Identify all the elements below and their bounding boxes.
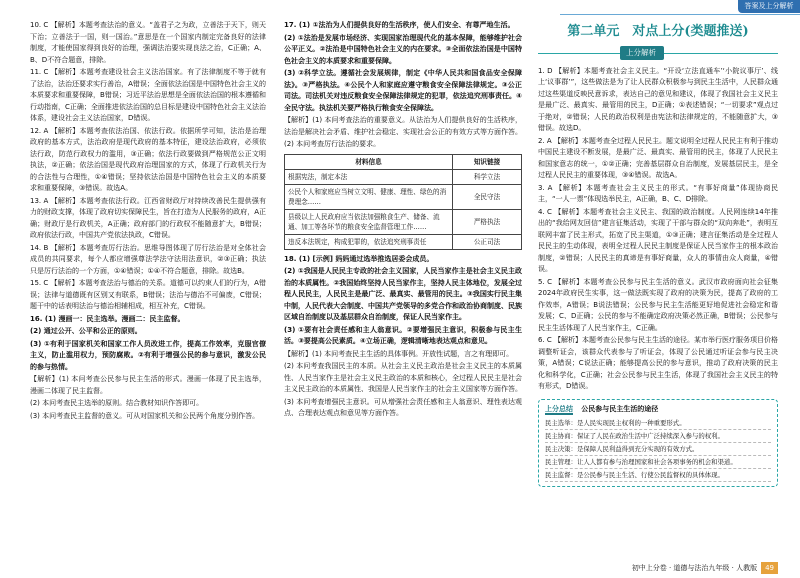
page-number: 49 bbox=[761, 562, 778, 574]
q18-answers bbox=[284, 254, 522, 348]
table-cell: 科学立法 bbox=[453, 169, 522, 184]
q17-answer-line: 17. (1) ①法治为人们提供良好的生活秩序，使人们安全、有尊严地生活。 bbox=[284, 21, 515, 29]
answer-q15: 15. C 【解析】本题考查法治与德治的关系。道德可以约束人们的行为，A错误；法律与道德既有区别又有联系，B错误；法治与德治不可偏废，C错误；题干中的话表明法治与德治相辅相成，相互补充，C错误。 bbox=[30, 279, 266, 310]
analysis-item: 6. C 【解析】本题考查公民参与民主生活的途径。某市举行医疗服务项目价格调整听证会，该群众代表参与了听证会，体现了公民通过听证会参与民主决策，A错误；C说法正确；能够提高公民的参与意识，推动了政府决策的民主化和科学化，C正确；社会公民参与民主生活，体现了我国社会主义民主的特有形式，D错误。 bbox=[538, 336, 779, 390]
summary-line: 民主协商：保证了人民在政治生活中广泛持续深入参与的权利。 bbox=[545, 430, 771, 443]
table-cell: 全民守法 bbox=[453, 184, 522, 209]
q17-answers bbox=[284, 20, 522, 114]
column-right bbox=[538, 20, 778, 487]
q18-analysis-line: 【解析】(1) 本问考查民主生活的具体事例。开放性试题，言之有理即可。 bbox=[284, 349, 514, 358]
q17-answer-line: (2) ①法治是发展市场经济、实现国家治理现代化的基本保障，能够维护社会公平正义。②法治是中国特色社会主义的内在要求。③全面依法治国是中国特色社会主义的本质要求和重要保障。 bbox=[284, 33, 522, 65]
answer-q14: 14. B 【解析】本题考查厉行法治。思维导图体现了厉行法治是对全体社会成员的共同要求，每个人都应增强尊法学法守法用法意识，②③正确；执法只是厉行法治的一个方面，①④错误；①④不符合题意，排除。故选B。 bbox=[30, 243, 266, 275]
summary-box bbox=[538, 399, 778, 487]
analysis-item: 4. C 【解析】本题考查社会主义民主、我国的政治制度。人民网连续14年推出的“我给网友回信”建言征集活动，实现了干部与群众的“双向奔赴”，表明互联网丰富了民主形式，拓宽了民主渠道，①③正确；建言征集活动是全过程人民民主的生动体现，表明全过程人民民主制度是保证人民当家作主的根本政治制度，②错误；人民民主的真谛是有事好商量，众人的事情由众人商量，④错误。 bbox=[538, 207, 778, 273]
answer-q16f: (3) 本问考查民主监督的意义。可从对国家机关和公民两个角度分别作答。 bbox=[30, 411, 260, 420]
column-left bbox=[30, 20, 266, 423]
analysis-list bbox=[538, 66, 778, 393]
top-rule bbox=[560, 14, 800, 15]
section-banner bbox=[538, 46, 778, 60]
q18-answer-line: 18. (1) [示例] 妈妈通过选举推选居委会成员。 bbox=[284, 254, 434, 263]
q18-answer-line: (3) ①要有社会责任感和主人翁意识。②要增强民主意识，积极参与民主生活。③要提高公民素质。④立场正确，逻辑清晰地表达观点和意见。 bbox=[284, 325, 522, 345]
analysis-item: 2. A 【解析】本题考查全过程人民民主。题文说明全过程人民民主有利于推动中国民主建设不断发展，是最广泛、最真实、最管用的民主，体现了人民民主和国家意志的统一，①②正确；完善基层群众自治制度，发展基层民主，是全过程人民民主的重要体现，③④错误。故选A。 bbox=[538, 136, 778, 179]
table-row bbox=[285, 184, 522, 209]
answer-q11: 11. C 【解析】本题考查建设社会主义法治国家。有了法律制度不等于就有了法治，法治还要求实行善治，A错误；全面依法治国是中国特色社会主义的本质要求和重要保障，B错误；习近平法治思想是全面依法治国的根本遵循和行动指南，C正确；全面推进依法治国的总目标是建设中国特色社会主义法治体系，建设社会主义法治国家，D错误。 bbox=[30, 68, 266, 122]
summary-line: 民主选举：是人民实现民主权利的一种重要形式。 bbox=[545, 417, 771, 430]
table-row bbox=[285, 234, 522, 249]
section-tab: 答案及上分解析 bbox=[738, 0, 800, 13]
table-cell: 县级以上人民政府应当依法加强粮食生产、储备、流通、加工等各环节的粮食安全监督管理工作…… bbox=[285, 209, 453, 234]
q18-analysis-line: (2) 本问考查我国民主的本质。从社会主义民主政治是社会主义民主的本质属性、人民当家作主是社会主义民主政治的本质和核心，全过程人民民主是社会主义民主政治的本质属性、我国是人民当家作主的社会主义国家等方面作答。 bbox=[284, 362, 522, 393]
page-footer bbox=[632, 562, 778, 574]
table-cell: 根据宪法，制定本法 bbox=[285, 169, 453, 184]
table-row bbox=[285, 209, 522, 234]
answer-q16d: 【解析】(1) 本问考查公民参与民主生活的形式。漫画一体现了民主选举，漫画二体现了民主监督。 bbox=[30, 375, 266, 395]
analysis-item: 5. C 【解析】本题考查公民参与民主生活的意义。武汉市政府面向社会征集2024年政府民生实事，这一做法既实现了政府的决策为民，提高了政府的工作效率，A错误；B说法错误；公民参与民主生活能更好地促进社会稳定和谐发展；C、D正确；公民的参与不能确定政府决策必然正确，B错误；公民参与民主生活体现了人民当家作主，C正确。 bbox=[538, 277, 778, 332]
table-header-knowledge: 知识链接 bbox=[453, 154, 522, 169]
answer-q13: 13. A 【解析】本题考查依法行政。江西省财政厅对持续改善民生提供强有力的财政支撑，体现了政府切实保障民生，旨在打造为人民服务的政府，A正确；财政厅是行政机关，A正确；政府部门的行政权不能随意扩大，B错误；政府依法行政，中国共产党依法执政，C错误。 bbox=[30, 196, 266, 239]
knowledge-table bbox=[284, 154, 522, 250]
answer-q16: 16. (1) 漫画一：民主选举。漫画二：民主监督。 bbox=[30, 314, 185, 323]
summary-header bbox=[545, 403, 771, 415]
column-middle bbox=[284, 20, 522, 421]
summary-line: 民主管理：让人人都有参与治理国家和社会各项事务的机会和渠道。 bbox=[545, 456, 771, 469]
answer-q10: 10. C 【解析】本题考查法治的意义。“盖君子之为政，立善法于天下，则天下治；立善法于一国，则一国治。”意思是在一个国家内制定完备良好的法律制度，才能使国家得到良好的治理，强调法治要实现良法之治，C正确；A、B、D不符合题意，排除。 bbox=[30, 21, 266, 64]
summary-lines bbox=[545, 417, 771, 482]
summary-label: 上分总结 bbox=[545, 404, 573, 413]
q18-analysis-line: (3) 本问考查增强民主意识。可从增强社会责任感和主人翁意识、理性表达观点、合理表达观点和意见等方面作答。 bbox=[284, 397, 522, 417]
table-cell: 严格执法 bbox=[453, 209, 522, 234]
q17-analysis-1: 【解析】(1) 本问考查法治的重要意义。从法治为人们提供良好的生活秩序，法治是解决社会矛盾、维护社会稳定、实现社会公正的有效方式等方面作答。 bbox=[284, 116, 522, 136]
q17-analysis-2: (2) 本问考查厉行法治的要求。 bbox=[284, 140, 381, 148]
summary-line: 民主决策：是保障人民利益得到充分实现的有效方式。 bbox=[545, 443, 771, 456]
analysis-item: 3. A 【解析】本题考查社会主义民主的形式。“有事好商量”体现协商民主，“一人一票”体现选举民主，A正确，B、C、D排除。 bbox=[538, 183, 778, 203]
table-cell: 公民个人和家庭应当树立文明、健康、理性、绿色的消费理念…… bbox=[285, 184, 453, 209]
table-cell: 公正司法 bbox=[453, 234, 522, 249]
table-header-material: 材料信息 bbox=[285, 154, 453, 169]
q18-analysis bbox=[284, 349, 522, 420]
summary-line: 民主监督：是公民参与民主生活、行使公民监督权的具体体现。 bbox=[545, 469, 771, 482]
unit-title: 第二单元 对点上分(类题推送) bbox=[567, 24, 749, 39]
answer-q16c: (3) ①有利于国家机关和国家工作人员改进工作，提高工作效率，克服官僚主义，防止滥用权力，预防腐败。②有利于增强公民的参与意识，激发公民的参与热情。 bbox=[30, 339, 266, 371]
q17-answer-line: (3) ②科学立法。遵循社会发展规律，制定《中华人民共和国食品安全保障法》。③严格执法。④公民个人和家庭应遵守粮食安全保障法律规定。③公正司法。司法机关对违反粮食安全保障法律规定的犯罪，依法追究刑事责任。④全民守法。执法机关要严格执行粮食安全保障法。 bbox=[284, 69, 522, 112]
table-cell: 违反本法规定，构成犯罪的，依法追究刑事责任 bbox=[285, 234, 453, 249]
banner-label: 上分解析 bbox=[620, 46, 664, 60]
answer-q16e: (2) 本问考查民主选举的原则。结合教材知识作答即可。 bbox=[30, 399, 204, 407]
q18-answer-line: (2) ①我国是人民民主专政的社会主义国家，人民当家作主是社会主义民主政治的本质属性。②我国始终坚持人民当家作主，坚持人民主体地位，发展全过程人民民主，人民民主是最广泛、最真实、最管用的民主。③我国实行民主集中制，人民代表大会制度、中国共产党领导的多党合作和政治协商制度、民族区域自治制度以及基层群众自治制度，保证人民当家作主。 bbox=[284, 267, 522, 321]
answer-q12: 12. A 【解析】本题考查依法治国、依法行政。依据所学可知，法治是治理政府的基本方式，法治政府是现代政府的基本特征，建设法治政府，必须依法行政，防范行政权力的滥用，③正确；依法行政要做到严格规范公正文明执法，②正确；依法治国是现代政府治理国家的方式，体现了行政机关行为的合法性与合理性，①④错误；坚持依法治国是中国特色社会主义的本质要求和重要保障，③错误。故选A。 bbox=[30, 126, 266, 192]
analysis-item: 1. D 【解析】本题考查社会主义民主。“开设‘立法直通车’‘小院议事厅’、线上‘议事群’”，这些做法是为了让人民群众积极参与到民主生活中，人民群众通过这些渠道反映民意诉求，表达自己的意见和建议，体现了我国社会主义民主是最广泛、最真实、最管用的民主，D正确；①表述错误；“一切要求”观点过于绝对，②错误；人民的政治权利是由宪法和法律规定的，不能随意扩大，③错误。故选D。 bbox=[538, 66, 778, 132]
summary-title: 公民参与民主生活的途径 bbox=[581, 404, 659, 413]
table-row bbox=[285, 169, 522, 184]
footer-text: 初中上分卷 · 道德与法治九年级 · 人教版 bbox=[631, 564, 758, 572]
answer-q16b: (2) 通过公开、公平和公正的原则。 bbox=[30, 327, 142, 335]
